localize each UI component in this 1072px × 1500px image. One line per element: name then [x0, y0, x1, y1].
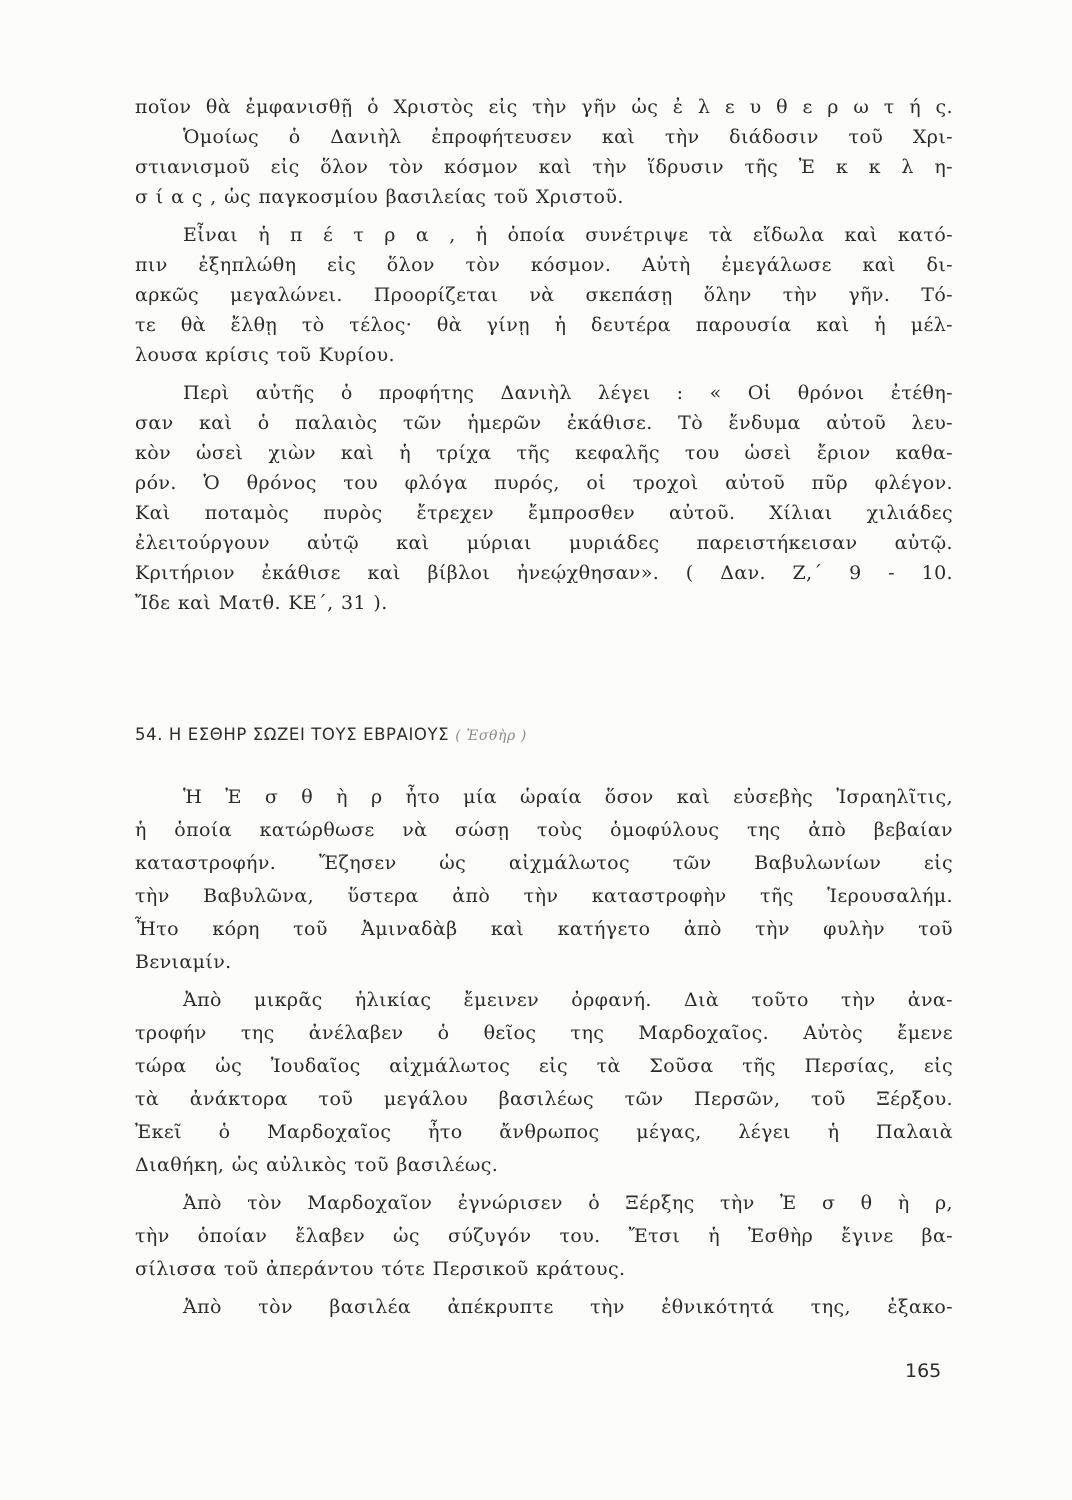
text-line: Βενιαμίν. [135, 951, 232, 973]
text-line: σαν καὶ ὁ παλαιὸς τῶν ἡμερῶν ἐκάθισε. Τὸ ἔνδυμα αὐτοῦ λευ- [135, 412, 953, 434]
text-line: ρόν. Ὁ θρόνος του φλόγα πυρός, οἱ τροχοὶ αὐτοῦ πῦρ φλέγον. [135, 472, 953, 494]
text-line: ἡ ὁποία κατώρθωσε νὰ σώσῃ τοὺς ὁμοφύλους της ἀπὸ βεβαίαν [135, 819, 953, 841]
text-line: Ἡ Ἐ σ θ ὴ ρ ἦτο μία ὡραία ὅσον καὶ εὐσεβὴς Ἰσραηλῖτις, [183, 786, 953, 808]
text-line: αρκῶς μεγαλώνει. Προορίζεται νὰ σκεπάσῃ ὅλην τὴν γῆν. Τό- [135, 284, 953, 306]
text-line: Ἀπὸ μικρᾶς ἡλικίας ἔμεινεν ὀρφανή. Διὰ τοῦτο τὴν ἀνα- [183, 989, 953, 1011]
text-line: τὴν ὁποίαν ἔλαβεν ὡς σύζυγόν του. Ἔτσι ἡ Ἐσθὴρ ἔγινε βα- [135, 1225, 953, 1247]
text-line: λουσα κρίσις τοῦ Κυρίου. [135, 344, 395, 366]
text-line: τώρα ὡς Ἰουδαῖος αἰχμάλωτος εἰς τὰ Σοῦσα τῆς Περσίας, εἰς [135, 1055, 953, 1077]
text-line: τὴν Βαβυλῶνα, ὕστερα ἀπὸ τὴν καταστροφὴν τῆς Ἱερουσαλήμ. [135, 885, 953, 907]
text-line: Περὶ αὐτῆς ὁ προφήτης Δανιὴλ λέγει : « Οἱ θρόνοι ἐτέθη- [183, 382, 953, 404]
text-line: σίλισσα τοῦ ἀπεράντου τότε Περσικοῦ κράτους. [135, 1258, 626, 1280]
text-line: Καὶ ποταμὸς πυρὸς ἔτρεχεν ἔμπροσθεν αὐτοῦ. Χίλιαι χιλιάδες [135, 502, 953, 524]
text-line: τε θὰ ἔλθῃ τὸ τέλος· θὰ γίνῃ ἡ δευτέρα παρουσία καὶ ἡ μέλ- [135, 314, 953, 336]
page-number: 165 [905, 1360, 942, 1382]
text-line: ποῖον θὰ ἐμφανισθῇ ὁ Χριστὸς εἰς τὴν γῆν ὡς ἐ λ ε υ θ ε ρ ω τ ή ς. [135, 96, 953, 118]
text-line: κὸν ὡσεὶ χιὼν καὶ ἡ τρίχα τῆς κεφαλῆς του ὡσεὶ ἔριον καθα- [135, 442, 953, 464]
section-heading [135, 722, 527, 749]
section-title: 54. Η ΕΣΘΗΡ ΣΩΖΕΙ ΤΟΥΣ ΕΒΡΑΙΟΥΣ [135, 725, 450, 744]
text-line: Ἦτο κόρη τοῦ Ἀμιναδὰβ καὶ κατήγετο ἀπὸ τὴν φυλὴν τοῦ [135, 918, 953, 940]
text-line: Διαθήκη, ὡς αὐλικὸς τοῦ βασιλέως. [135, 1154, 499, 1176]
text-line: πιν ἐξηπλώθη εἰς ὅλον τὸν κόσμον. Αὐτὴ ἐμεγάλωσε καὶ δι- [135, 254, 953, 276]
text-line: Ἀπὸ τὸν Μαρδοχαῖον ἐγνώρισεν ὁ Ξέρξης τὴν Ἐ σ θ ὴ ρ, [183, 1192, 953, 1214]
text-line: Ἀπὸ τὸν βασιλέα ἀπέκρυπτε τὴν ἐθνικότητά της, ἐξακο- [183, 1296, 953, 1318]
text-line: σ ί α ς , ὡς παγκοσμίου βασιλείας τοῦ Χριστοῦ. [135, 186, 624, 208]
text-line: τροφήν της ἀνέλαβεν ὁ θεῖος της Μαρδοχαῖος. Αὐτὸς ἔμενε [135, 1022, 953, 1044]
text-line: ἐλειτούργουν αὐτῷ καὶ μύριαι μυριάδες παρειστήκεισαν αὐτῷ. [135, 532, 953, 554]
text-line: τὰ ἀνάκτορα τοῦ μεγάλου βασιλέως τῶν Περσῶν, τοῦ Ξέρξου. [135, 1088, 953, 1110]
text-line: Εἶναι ἡ π έ τ ρ α , ἡ ὁποία συνέτριψε τὰ εἴδωλα καὶ κατό- [183, 224, 953, 246]
text-line: Κριτήριον ἐκάθισε καὶ βίβλοι ἠνεῴχθησαν». ( Δαν. Ζ,΄ 9 - 10. [135, 562, 953, 584]
text-line: Ἴδε καὶ Ματθ. ΚΕ΄, 31 ). [135, 592, 388, 614]
section-reference: ( Ἐσθὴρ ) [455, 728, 527, 744]
text-line: στιανισμοῦ εἰς ὅλον τὸν κόσμον καὶ τὴν ἵδρυσιν τῆς Ἐ κ κ λ η- [135, 156, 953, 178]
text-line: καταστροφήν. Ἔζησεν ὡς αἰχμάλωτος τῶν Βαβυλωνίων εἰς [135, 852, 953, 874]
text-line: Ἐκεῖ ὁ Μαρδοχαῖος ἦτο ἄνθρωπος μέγας, λέγει ἡ Παλαιὰ [135, 1121, 953, 1143]
text-line: Ὁμοίως ὁ Δανιὴλ ἐπροφήτευσεν καὶ τὴν διάδοσιν τοῦ Χρι- [183, 126, 953, 148]
